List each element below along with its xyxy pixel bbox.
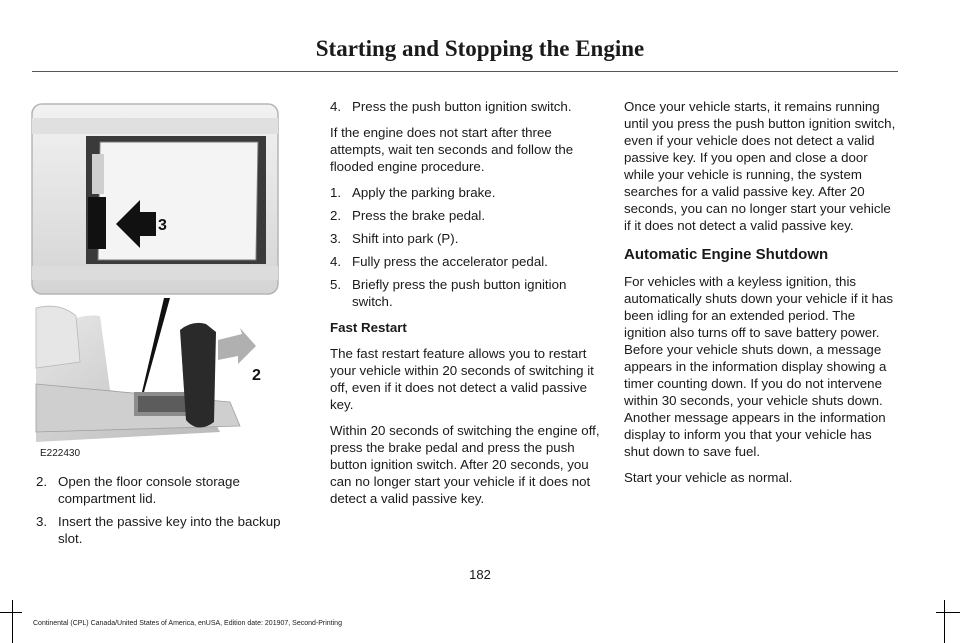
inset-top-bar <box>32 118 278 134</box>
list-item <box>36 473 298 507</box>
step-text: Open the floor console storage compartment lid. <box>58 474 240 506</box>
step-number: 2. <box>36 474 48 489</box>
console-illustration <box>30 102 280 462</box>
figure-label: E222430 <box>40 448 81 459</box>
step-text: Apply the parking brake. <box>352 185 496 200</box>
crop-mark <box>0 612 22 613</box>
step-number: 3. <box>330 231 342 246</box>
step-text: Insert the passive key into the backup slot. <box>58 514 281 546</box>
steps-list <box>36 473 298 547</box>
crop-mark <box>12 600 13 643</box>
list-item <box>330 230 602 247</box>
step-text: Press the push button ignition switch. <box>352 99 572 114</box>
flooded-steps-list <box>330 184 602 310</box>
inset-bottom-bar <box>32 266 278 280</box>
compartment-inner <box>138 396 186 412</box>
fast-restart-paragraph-1: The fast restart feature allows you to restart your vehicle within 20 seconds of switching it off, even if it does not detect a valid passive key. <box>330 346 594 412</box>
step-number: 2. <box>330 208 342 223</box>
list-item <box>36 513 298 547</box>
crop-mark <box>936 612 960 613</box>
slot-inner <box>98 142 258 260</box>
header-rule <box>32 71 898 72</box>
flooded-intro: If the engine does not start after three attempts, wait ten seconds and follow the flooded engine procedure. <box>330 125 574 174</box>
pointer-line <box>142 298 170 392</box>
crop-mark <box>944 600 945 643</box>
column-1 <box>36 473 298 556</box>
running-paragraph: Once your vehicle starts, it remains running until you press the push button ignition switch, even if your vehicle does not detect a valid passive key. If you open and close a door while your vehicle is running, the system searches for a valid passive key. After 20 seconds, you can no longer start your vehicle if it does not detect a valid passive key. <box>624 99 896 233</box>
footer-edition: Continental (CPL) Canada/United States of America, enUSA, Edition date: 201907, Second-Printing <box>33 620 342 627</box>
callout-2: 2 <box>252 367 261 384</box>
step-number: 5. <box>330 277 342 292</box>
step-number: 1. <box>330 185 342 200</box>
list-item <box>330 253 602 270</box>
list-item <box>330 184 602 201</box>
list-item <box>330 276 602 310</box>
fast-restart-paragraph-2: Within 20 seconds of switching the engine off, press the brake pedal and press the push button ignition switch. After 20 seconds, you can no longer start your vehicle if it does not detect a valid passive key. <box>330 423 600 506</box>
column-3 <box>624 98 896 495</box>
step-text: Briefly press the push button ignition switch. <box>352 277 567 309</box>
step-text: Press the brake pedal. <box>352 208 486 223</box>
seat-left <box>36 306 80 368</box>
step-number: 4. <box>330 99 342 114</box>
column-2 <box>330 98 602 516</box>
step-number: 4. <box>330 254 342 269</box>
start-normal-paragraph: Start your vehicle as normal. <box>624 470 793 485</box>
step-text: Fully press the accelerator pedal. <box>352 254 548 269</box>
step-text: Shift into park (P). <box>352 231 459 246</box>
list-item <box>330 98 602 115</box>
page-header-title: Starting and Stopping the Engine <box>315 36 645 61</box>
step-4-list <box>330 98 602 115</box>
auto-shutdown-paragraph: For vehicles with a keyless ignition, this automatically shuts down your vehicle if it has been idling for an extended period. The ignition also turns off to save battery power. Before your vehicle shuts down, a message appears in the information display showing a timer counting down. If you do not intervene within 30 seconds, your vehicle shuts down. Another message appears in the information display to inform you that your vehicle has shut down to save fuel. <box>624 274 894 459</box>
backup-slot <box>88 197 106 249</box>
slot-edge <box>92 154 104 194</box>
auto-shutdown-heading: Automatic Engine Shutdown <box>624 246 829 263</box>
fast-restart-heading: Fast Restart <box>330 320 407 335</box>
step-number: 3. <box>36 514 48 529</box>
arrow-2 <box>218 328 256 364</box>
list-item <box>330 207 602 224</box>
page-number: 182 <box>469 567 491 582</box>
callout-3: 3 <box>158 217 167 234</box>
